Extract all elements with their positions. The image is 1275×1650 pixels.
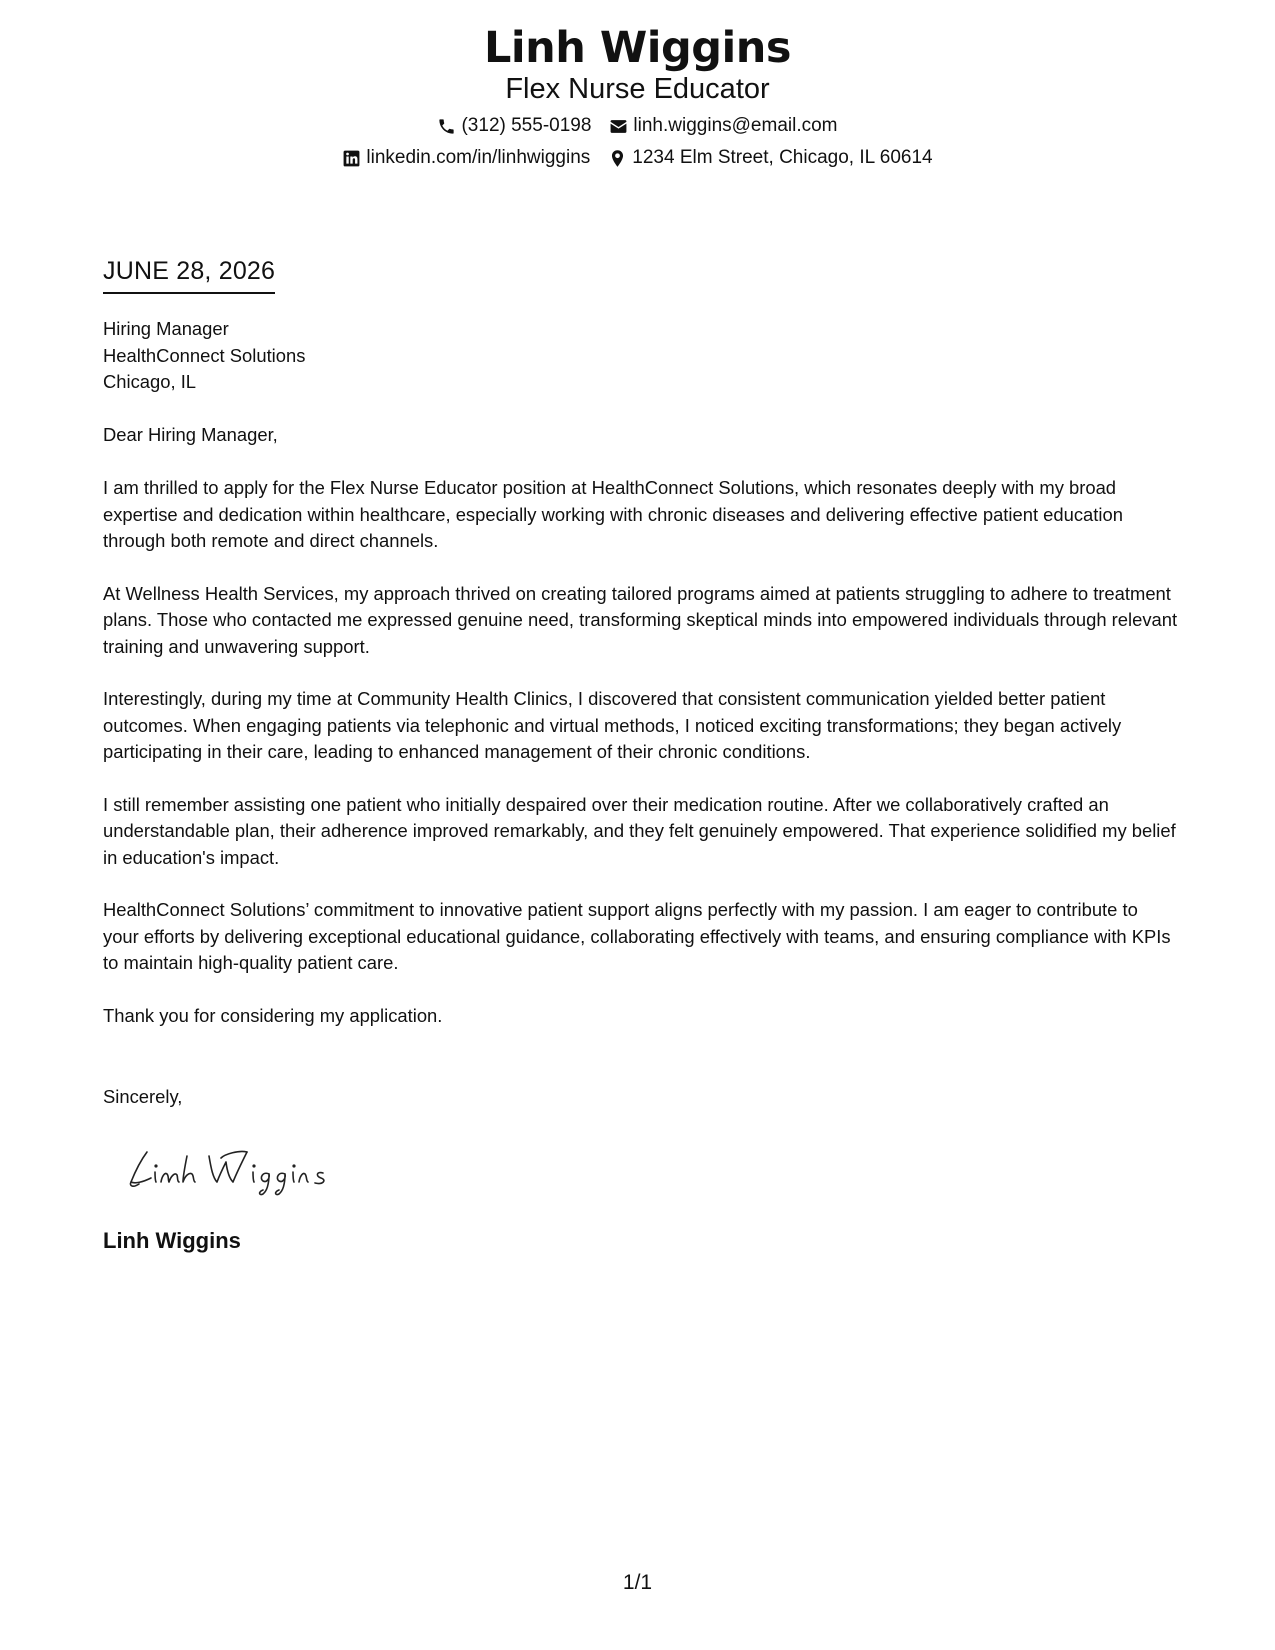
map-pin-icon — [608, 149, 627, 168]
handwritten-signature — [125, 1138, 345, 1198]
recipient-block — [103, 316, 1178, 396]
phone-icon — [437, 117, 456, 136]
envelope-icon — [609, 117, 628, 136]
recipient-line: Hiring Manager — [103, 318, 229, 339]
body-paragraph: I still remember assisting one patient who initially despaired over their medication routine. After we collaboratively crafted an understandable plan, their adherence improved remarkably, and they felt genuinely empowered. That experience solidified my belief in education's impact. — [103, 793, 1176, 868]
phone-text: (312) 555-0198 — [461, 115, 592, 136]
letter-body — [103, 475, 1178, 1055]
recipient-line: Chicago, IL — [103, 371, 197, 392]
linkedin-text: linkedin.com/in/linhwiggins — [366, 147, 591, 168]
applicant-name: Linh Wiggins — [483, 23, 791, 73]
applicant-title: Flex Nurse Educator — [505, 73, 770, 105]
contact-line-2 — [0, 146, 1275, 170]
body-paragraph: HealthConnect Solutions’ commitment to innovative patient support aligns perfectly with my passion. I am eager to contribute to your efforts by delivering exceptional educational guidance, collaborating effectively with teams, and ensuring compliance with KPIs to maintain high-quality patient care. — [103, 899, 1171, 973]
page-indicator: 1/1 — [622, 1571, 653, 1594]
contact-phone — [437, 114, 591, 138]
body-paragraph: Interestingly, during my time at Community Health Clinics, I discovered that consistent communication yielded better patient outcomes. When engaging patients via telephonic and virtual methods, I noticed exciting transformations; they began actively participating in their care, leading to enhanced management of their chronic conditions. — [103, 688, 1122, 762]
letter-date: JUNE 28, 2026 — [103, 256, 275, 294]
letter-header — [0, 22, 1275, 170]
body-paragraph: Thank you for considering my application. — [103, 1004, 443, 1026]
contact-email[interactable] — [609, 114, 837, 138]
letter-date-block — [103, 256, 275, 294]
contact-line-1 — [0, 114, 1275, 138]
body-paragraph: At Wellness Health Services, my approach thrived on creating tailored programs aimed at patients struggling to adhere to treatment plans. Those who contacted me expressed genuine need, transforming skeptical minds into empowered individuals through relevant training and unwavering support. — [103, 582, 1178, 657]
address-text: 1234 Elm Street, Chicago, IL 60614 — [632, 147, 933, 168]
recipient-line: HealthConnect Solutions — [103, 344, 306, 366]
linkedin-icon — [342, 149, 361, 168]
contact-address — [608, 146, 932, 170]
signer-name: Linh Wiggins — [103, 1228, 241, 1253]
closing: Sincerely, — [103, 1086, 183, 1107]
body-paragraph: I am thrilled to apply for the Flex Nurse Educator position at HealthConnect Solutions, which resonates deeply with my broad expertise and dedication within healthcare, especially working with chronic diseases and delivering effective patient education through both remote and direct channels. — [103, 477, 1123, 551]
contact-linkedin[interactable] — [342, 146, 590, 170]
email-text: linh.wiggins@email.com — [633, 115, 838, 136]
salutation: Dear Hiring Manager, — [103, 424, 278, 445]
